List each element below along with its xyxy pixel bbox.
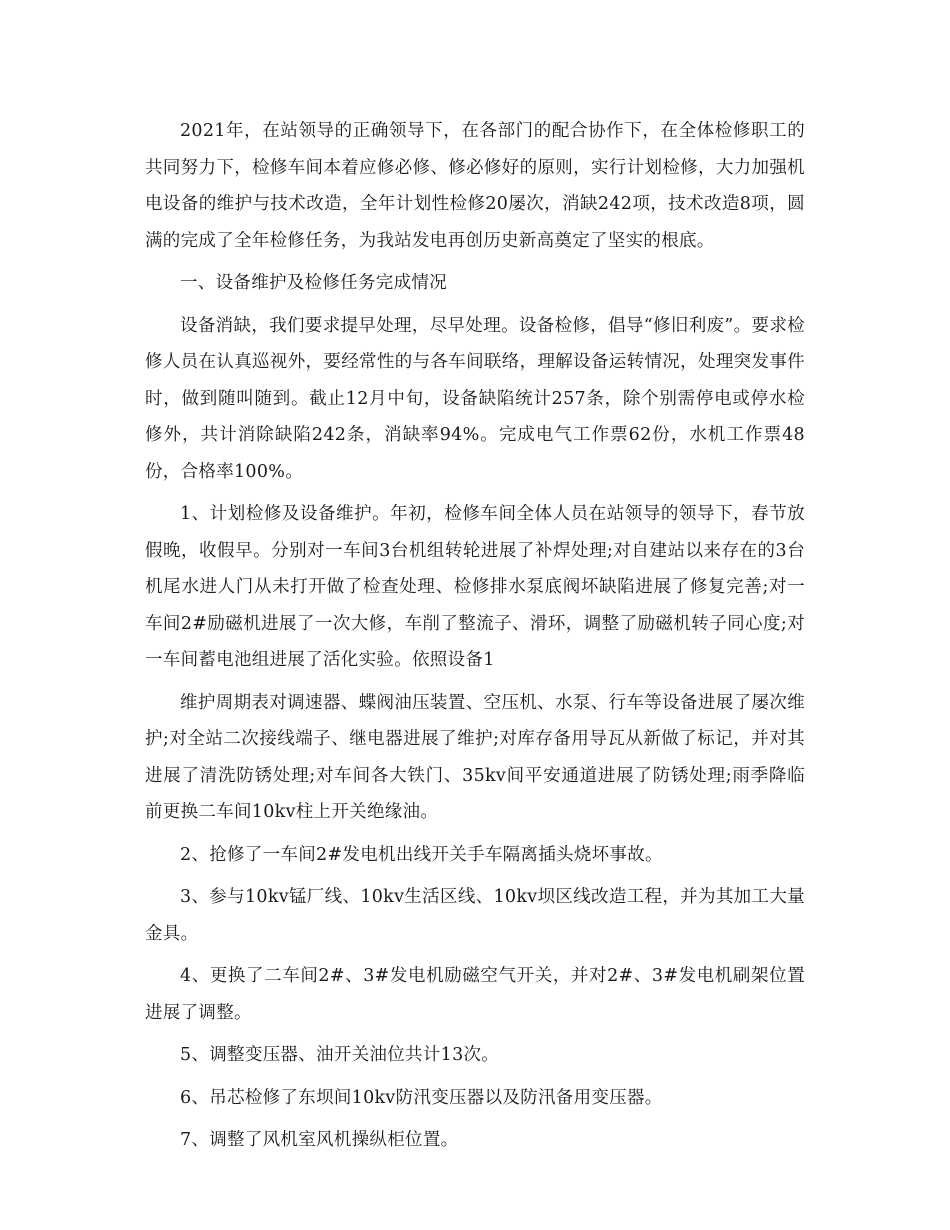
maintenance-cycle-paragraph: 维护周期表对调速器、蝶阀油压装置、空压机、水泵、行车等设备进展了屡次维护;对全站二次接线端子、继电器进展了维护;对库存备用导瓦从新做了标记，并对其进展了清洗防锈处理;对车间各大铁门、35kv间平安通道进展了防锈处理;雨季降临前更换二车间10kv柱上开关绝缘油。 bbox=[145, 692, 805, 822]
defect-elimination-paragraph: 设备消缺，我们要求提早处理，尽早处理。设备检修，倡导“修旧利废”。要求检修人员在认真巡视外，要经常性的与各车间联络，理解设备运转情况，处理突发事件时，做到随叫随到。截止12月中旬，设备缺陷统计257条，除个别需停电或停水检修外，共计消除缺陷242条，消缺率94%。完成电气工作票62份，水机工作票48份，合格率100%。 bbox=[145, 315, 805, 482]
document-body bbox=[145, 113, 805, 1165]
item-4-paragraph: 4、更换了二车间2#、3#发电机励磁空气开关，并对2#、3#发电机刷架位置进展了调整。 bbox=[145, 966, 805, 1023]
section-heading: 一、设备维护及检修任务完成情况 bbox=[180, 273, 447, 293]
intro-paragraph: 2021年，在站领导的正确领导下，在各部门的配合协作下，在全体检修职工的共同努力下，检修车间本着应修必修、修必修好的原则，实行计划检修，大力加强机电设备的维护与技术改造，全年计划性检修20屡次，消缺242项，技术改造8项，圆满的完成了全年检修任务，为我站发电再创历史新高奠定了坚实的根底。 bbox=[145, 121, 805, 251]
item-3-paragraph: 3、参与10kv锰厂线、10kv生活区线、10kv坝区线改造工程，并为其加工大量金具。 bbox=[145, 887, 805, 944]
item-2-paragraph: 2、抢修了一车间2#发电机出线开关手车隔离插头烧坏事故。 bbox=[180, 844, 663, 865]
item-5-paragraph: 5、调整变压器、油开关油位共计13次。 bbox=[180, 1045, 500, 1065]
item-6-paragraph: 6、吊芯检修了东坝间10kv防汛变压器以及防汛备用变压器。 bbox=[180, 1087, 663, 1108]
item-1-paragraph: 1、计划检修及设备维护。年初，检修车间全体人员在站领导的领导下，春节放假晚，收假早。分别对一车间3台机组转轮进展了补焊处理;对自建站以来存在的3台机尾水进人门从未打开做了检查处理、检修排水泵底阀坏缺陷进展了修复完善;对一车间2#励磁机进展了一次大修，车削了整流子、滑环，调整了励磁机转子同心度;对一车间蓄电池组进展了活化实验。依照设备1 bbox=[145, 504, 805, 670]
item-7-paragraph: 7、调整了风机室风机操纵柜位置。 bbox=[180, 1130, 459, 1150]
